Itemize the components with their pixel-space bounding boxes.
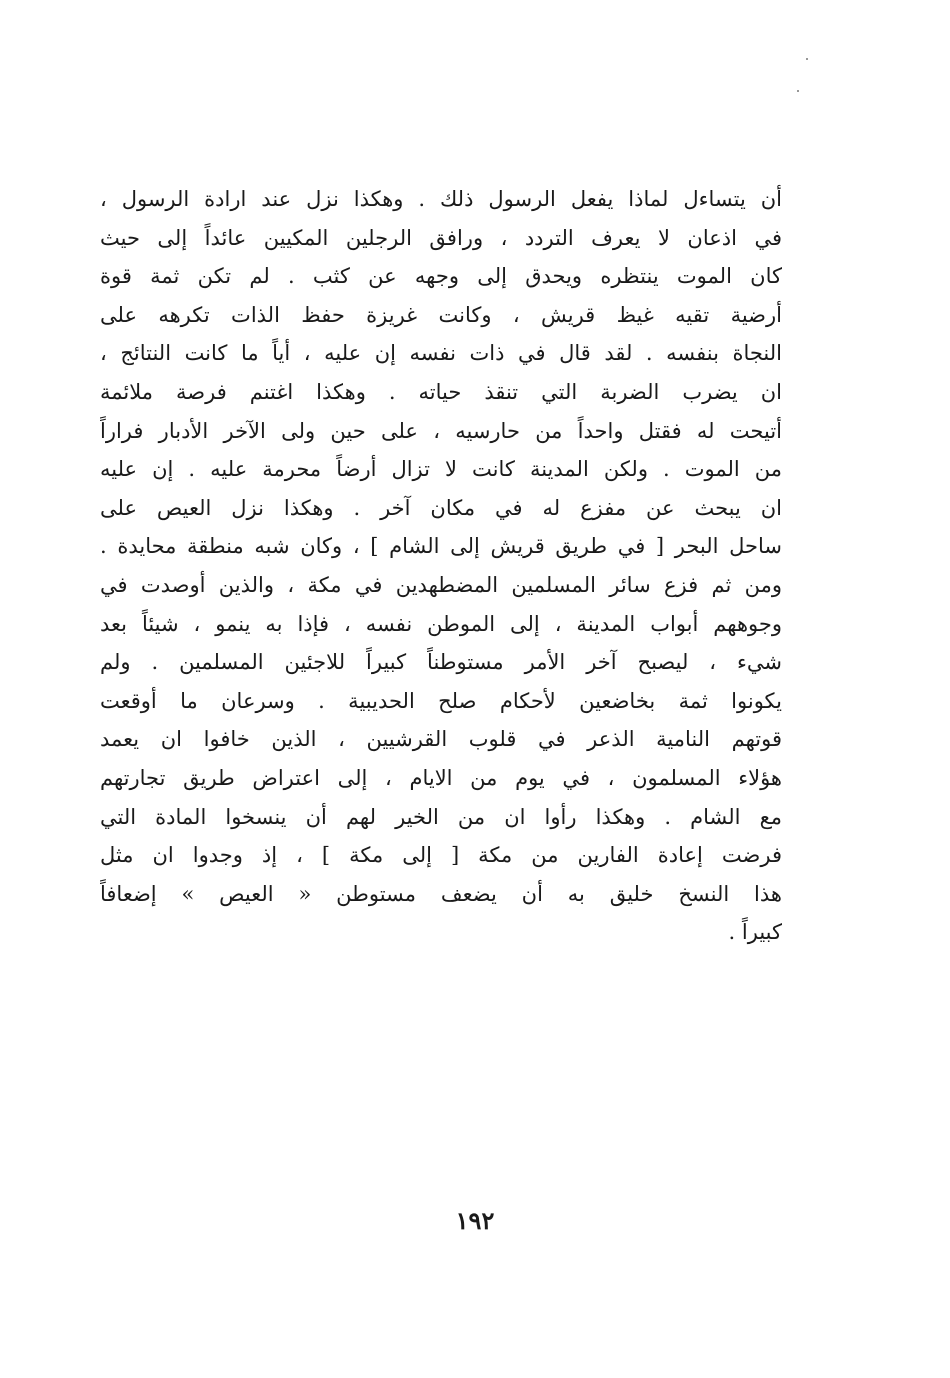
text-line-last: كبيراً . <box>728 920 782 945</box>
text-line: ان يبحث عن مفزع له في مكان آخر . وهكذا نزل العيص على <box>100 495 782 520</box>
text-line: في اذعان لا يعرف التردد ، ورافق الرجلين المكيين عائداً إلى حيث <box>100 225 782 250</box>
text-line: قوتهم النامية الذعر في قلوب القرشيين ، الذين خافوا ان يعمد <box>100 727 782 752</box>
text-line: مع الشام . وهكذا رأوا ان من الخير لهم أن ينسخوا المادة التي <box>100 804 782 829</box>
text-line: هذا النسخ خليق به أن يضعف مستوطن « العيص » إضعافاً <box>100 881 782 906</box>
page-number: ١٩٢ <box>455 1206 495 1235</box>
text-line: أن يتساءل لماذا يفعل الرسول ذلك . وهكذا نزل عند ارادة الرسول ، <box>100 187 782 211</box>
text-line: ساحل البحر [ في طريق قريش إلى الشام ] ، وكان شبه منطقة محايدة . <box>100 534 782 559</box>
text-line: ان يضرب الضربة التي تنقذ حياته . وهكذا اغتنم فرصة ملائمة <box>100 379 782 404</box>
text-line: وجوههم أبواب المدينة ، إلى الموطن نفسه ، فإذا به ينمو ، شيئاً بعد <box>100 611 782 636</box>
scan-speck <box>797 90 799 92</box>
text-line: من الموت . ولكن المدينة كانت لا تزال أرضاً محرمة عليه . إن عليه <box>100 457 782 482</box>
text-line: كان الموت ينتظره ويحدق إلى وجهه عن كثب . لم تكن ثمة قوة <box>100 264 782 289</box>
text-line: شيء ، ليصبح آخر الأمر مستوطناً كبيراً للاجئين المسلمين . ولم <box>100 650 782 675</box>
text-line: النجاة بنفسه . لقد قال في ذات نفسه إن عليه ، أياً ما كانت النتائج ، <box>100 341 782 366</box>
text-line: يكونوا ثمة بخاضعين لأحكام صلح الحديبية . وسرعان ما أوقعت <box>100 688 782 713</box>
scan-speck <box>806 58 808 60</box>
body-text <box>100 180 782 952</box>
text-line: أتيحت له فقتل واحداً من حارسيه ، على حين ولى الآخر الأدبار فراراً <box>100 418 782 443</box>
text-line: ومن ثم فزع سائر المسلمين المضطهدين في مكة ، والذين أوصدت في <box>100 572 782 597</box>
text-line: فرضت إعادة الفارين من مكة [ إلى مكة ] ، إذ وجدوا ان مثل <box>100 843 782 868</box>
text-line: أرضية تقيه غيظ قريش ، وكانت غريزة حفظ الذات تكرهه على <box>100 302 782 327</box>
text-line: هؤلاء المسلمون ، في يوم من الايام ، إلى اعتراض طريق تجارتهم <box>100 765 782 790</box>
